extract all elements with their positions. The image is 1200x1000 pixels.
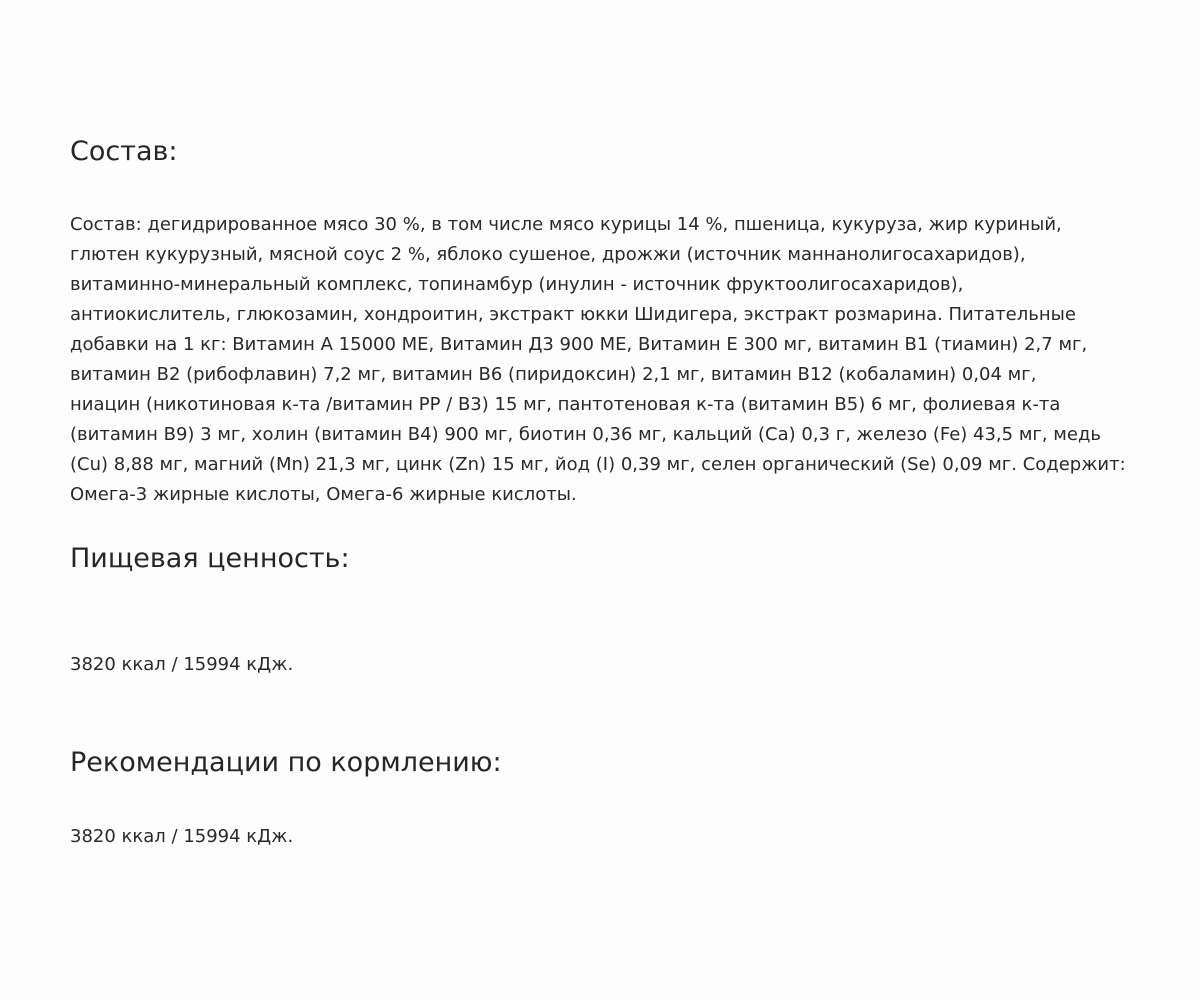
composition-line: антиокислитель, глюкозамин, хондроитин, экстракт юкки Шидигера, экстракт розмарина. Питательные — [70, 304, 1076, 325]
composition-line: (Cu) 8,88 мг, магний (Mn) 21,3 мг, цинк (Zn) 15 мг, йод (I) 0,39 мг, селен органический (Se) 0,09 мг. Содержит: — [70, 454, 1126, 475]
feeding-value: 3820 ккал / 15994 кДж. — [70, 826, 294, 847]
composition-line: Омега-3 жирные кислоты, Омега-6 жирные кислоты. — [70, 484, 577, 505]
composition-heading: Состав: — [70, 136, 178, 167]
composition-line: Состав: дегидрированное мясо 30 %, в том числе мясо курицы 14 %, пшеница, кукуруза, жир куриный, — [70, 214, 1062, 235]
feeding-heading: Рекомендации по кормлению: — [70, 747, 502, 778]
nutrition-heading: Пищевая ценность: — [70, 543, 350, 574]
composition-line: добавки на 1 кг: Витамин А 15000 МЕ, Витамин Д3 900 МЕ, Витамин Е 300 мг, витамин В1 (тиамин) 2,7 мг, — [70, 334, 1088, 355]
composition-line: (витамин В9) 3 мг, холин (витамин В4) 900 мг, биотин 0,36 мг, кальций (Ca) 0,3 г, железо (Fe) 43,5 мг, медь — [70, 424, 1102, 445]
nutrition-value: 3820 ккал / 15994 кДж. — [70, 654, 294, 675]
composition-line: глютен кукурузный, мясной соус 2 %, яблоко сушеное, дрожжи (источник маннанолигосахаридов), — [70, 244, 1026, 265]
composition-line: витамин В2 (рибофлавин) 7,2 мг, витамин В6 (пиридоксин) 2,1 мг, витамин В12 (кобаламин) 0,04 мг, — [70, 364, 1037, 385]
composition-line: ниацин (никотиновая к-та /витамин РР / В3) 15 мг, пантотеновая к-та (витамин В5) 6 мг, фолиевая к-та — [70, 394, 1061, 415]
composition-line: витаминно-минеральный комплекс, топинамбур (инулин - источник фруктоолигосахаридов), — [70, 274, 964, 295]
composition-text — [70, 210, 1170, 510]
